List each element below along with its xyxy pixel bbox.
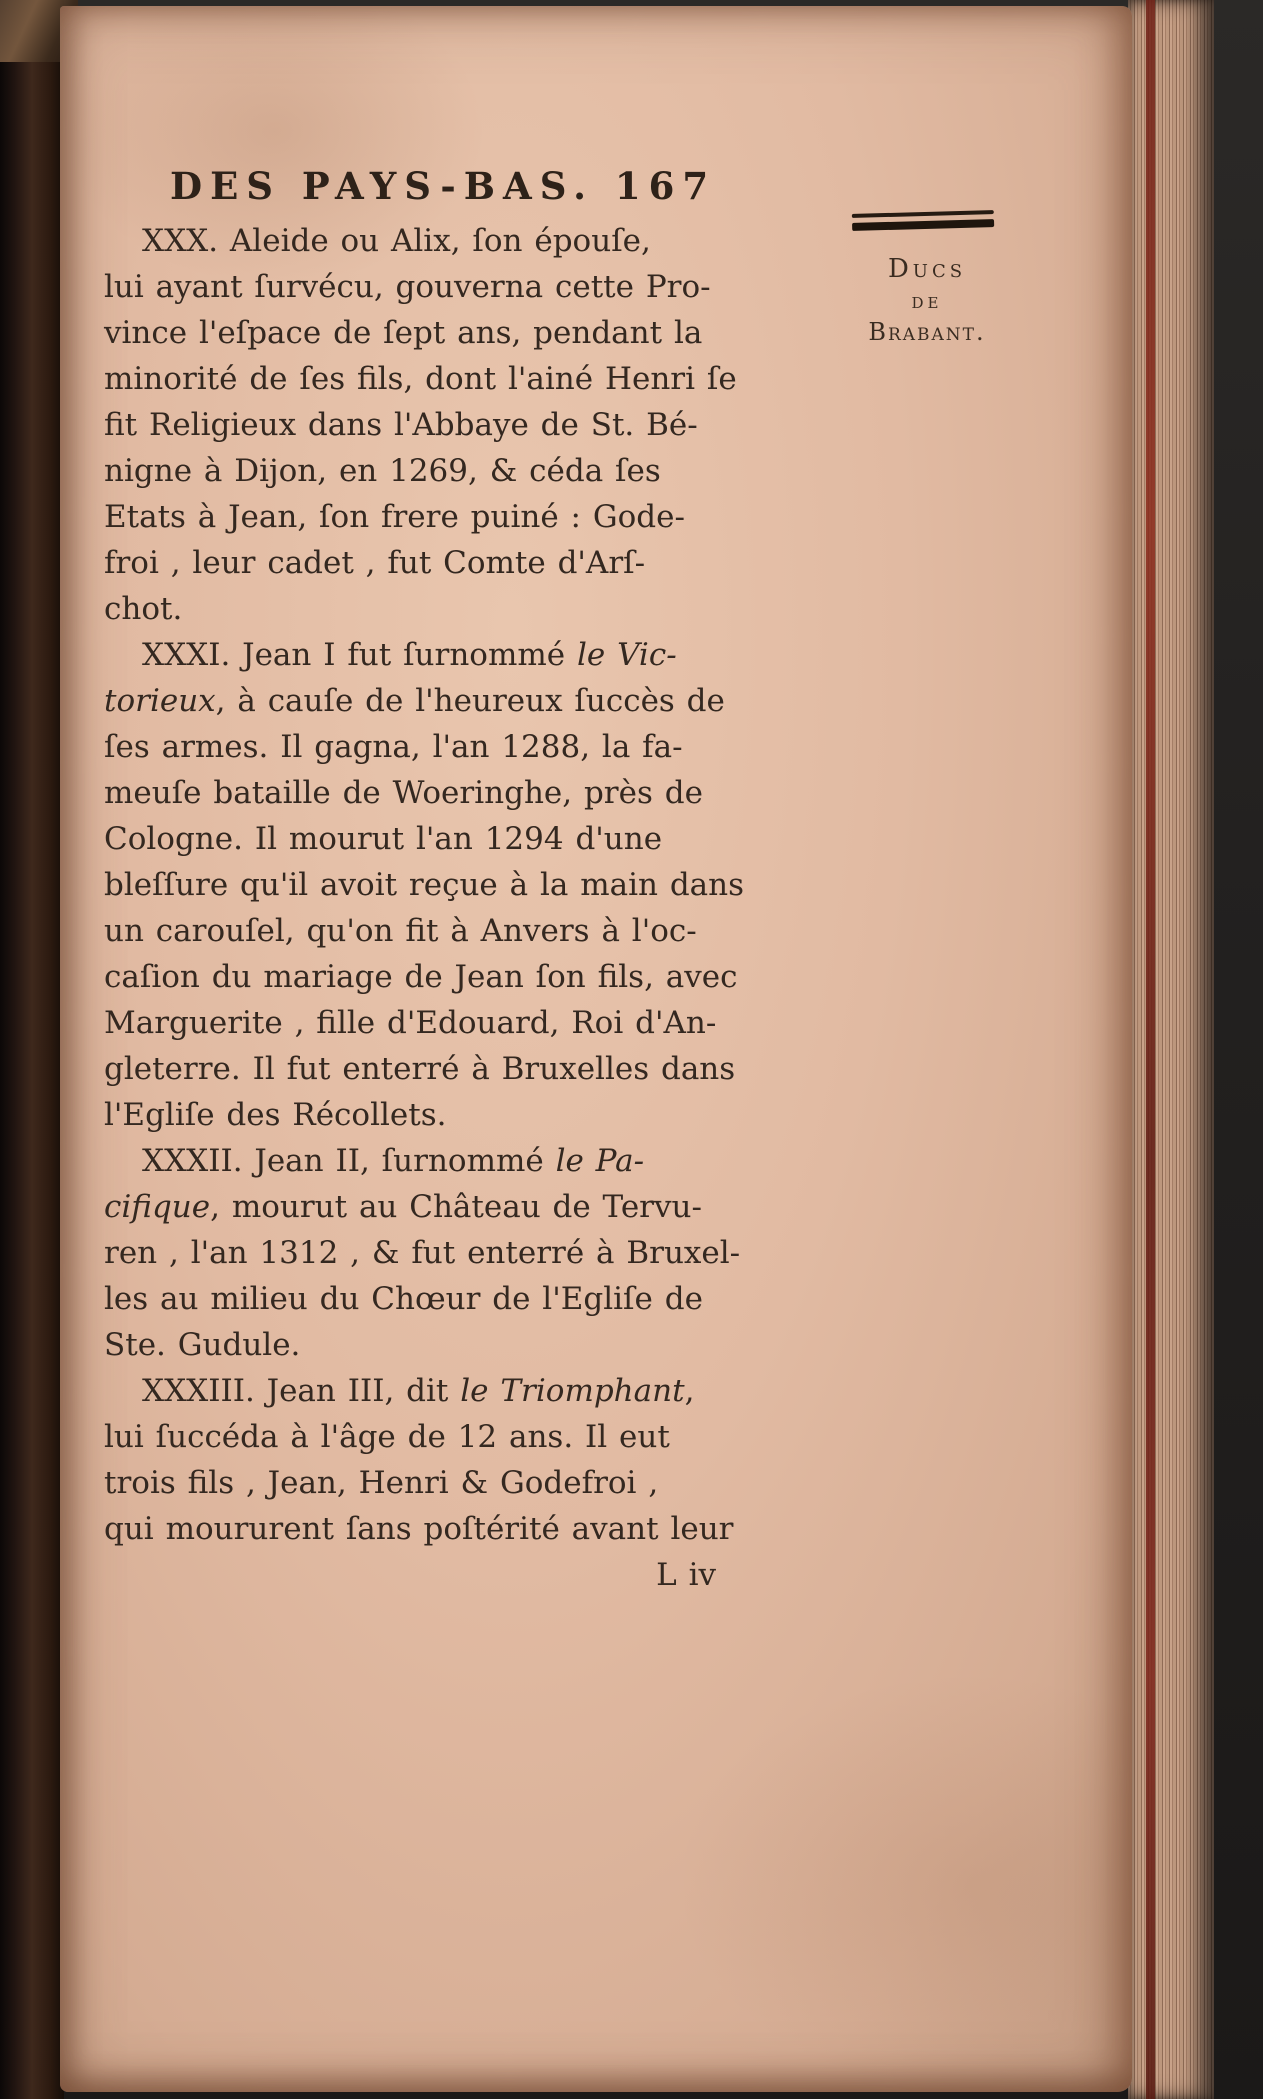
text-line	[104, 632, 774, 678]
paragraph-xxxii	[104, 1138, 774, 1368]
text-segment-italic: le Vic-	[576, 637, 677, 673]
text-line: nigne à Dijon, en 1269, & céda ſes	[104, 453, 661, 489]
red-edge-stripe	[1146, 0, 1155, 2099]
text-line: qui moururent ſans poſtérité avant leur	[104, 1511, 734, 1547]
book-page	[60, 6, 1132, 2092]
text-segment-italic: cifique	[104, 1189, 211, 1225]
text-line: bleſſure qu'il avoit reçue à la main dans	[104, 867, 745, 903]
book-spine	[0, 0, 64, 2099]
text-segment-italic: le Triomphant	[460, 1373, 685, 1409]
running-head: DES PAYS-BAS. 167	[170, 164, 717, 208]
paragraph-xxx	[104, 218, 774, 632]
text-line: froi , leur cadet , fut Comte d'Arſ-	[104, 545, 646, 581]
text-line: meuſe bataille de Woeringhe, près de	[104, 775, 703, 811]
text-line: un carouſel, qu'on fit à Anvers à l'oc-	[104, 913, 697, 949]
text-line	[104, 1138, 774, 1184]
text-line: XXX. Aleide ou Alix, ſon épouſe,	[142, 223, 651, 259]
ink-mark	[852, 210, 994, 231]
text-line: Marguerite , fille d'Edouard, Roi d'An-	[104, 1005, 717, 1041]
text-line: fit Religieux dans l'Abbaye de St. Bé-	[104, 407, 698, 443]
text-segment: , à cauſe de l'heureux ſuccès de	[215, 683, 725, 719]
margin-note	[832, 252, 1022, 349]
text-segment: XXXII. Jean II, ſurnommé	[142, 1143, 556, 1179]
text-line	[104, 1368, 774, 1414]
text-segment: ,	[684, 1373, 695, 1409]
text-line: vince l'eſpace de ſept ans, pendant la	[104, 315, 703, 351]
text-line: ren , l'an 1312 , & fut enterré à Bruxel-	[104, 1235, 741, 1271]
text-line: caſion du mariage de Jean ſon fils, avec	[104, 959, 738, 995]
text-line: chot.	[104, 591, 183, 627]
text-line	[104, 1184, 774, 1230]
ink-mark-bar	[852, 219, 994, 231]
text-segment-italic: torieux	[104, 683, 216, 719]
margin-note-line: Brabant.	[868, 318, 986, 346]
paragraph-xxxiii	[104, 1368, 774, 1552]
text-segment-italic: le Pa-	[555, 1143, 645, 1179]
page-edges	[1128, 0, 1214, 2099]
text-line: trois fils , Jean, Henri & Godefroi ,	[104, 1465, 659, 1501]
text-segment: XXXIII. Jean III, dit	[142, 1373, 461, 1409]
text-line: lui ſuccéda à l'âge de 12 ans. Il eut	[104, 1419, 670, 1455]
text-line: ſes armes. Il gagna, l'an 1288, la fa-	[104, 729, 683, 765]
text-line: les au milieu du Chœur de l'Egliſe de	[104, 1281, 703, 1317]
paragraph-xxxi	[104, 632, 774, 1138]
text-line: lui ayant ſurvécu, gouverna cette Pro-	[104, 269, 711, 305]
margin-note-line: Ducs	[887, 254, 967, 284]
text-line: Ste. Gudule.	[104, 1327, 301, 1363]
text-line: l'Egliſe des Récollets.	[104, 1097, 447, 1133]
signature-mark: L iv	[656, 1557, 716, 1593]
text-line	[104, 678, 774, 724]
text-line: gleterre. Il fut enterré à Bruxelles dans	[104, 1051, 736, 1087]
text-segment: XXXI. Jean I fut ſurnommé	[142, 637, 577, 673]
text-segment: , mourut au Château de Tervu-	[210, 1189, 702, 1225]
text-block	[104, 218, 774, 1598]
text-line: Cologne. Il mourut l'an 1294 d'une	[104, 821, 663, 857]
text-line: minorité de ſes fils, dont l'ainé Henri ſe	[104, 361, 737, 397]
text-line: Etats à Jean, ſon frere puiné : Gode-	[104, 499, 685, 535]
ink-mark-bar	[852, 210, 994, 218]
margin-note-line: de	[911, 289, 943, 313]
